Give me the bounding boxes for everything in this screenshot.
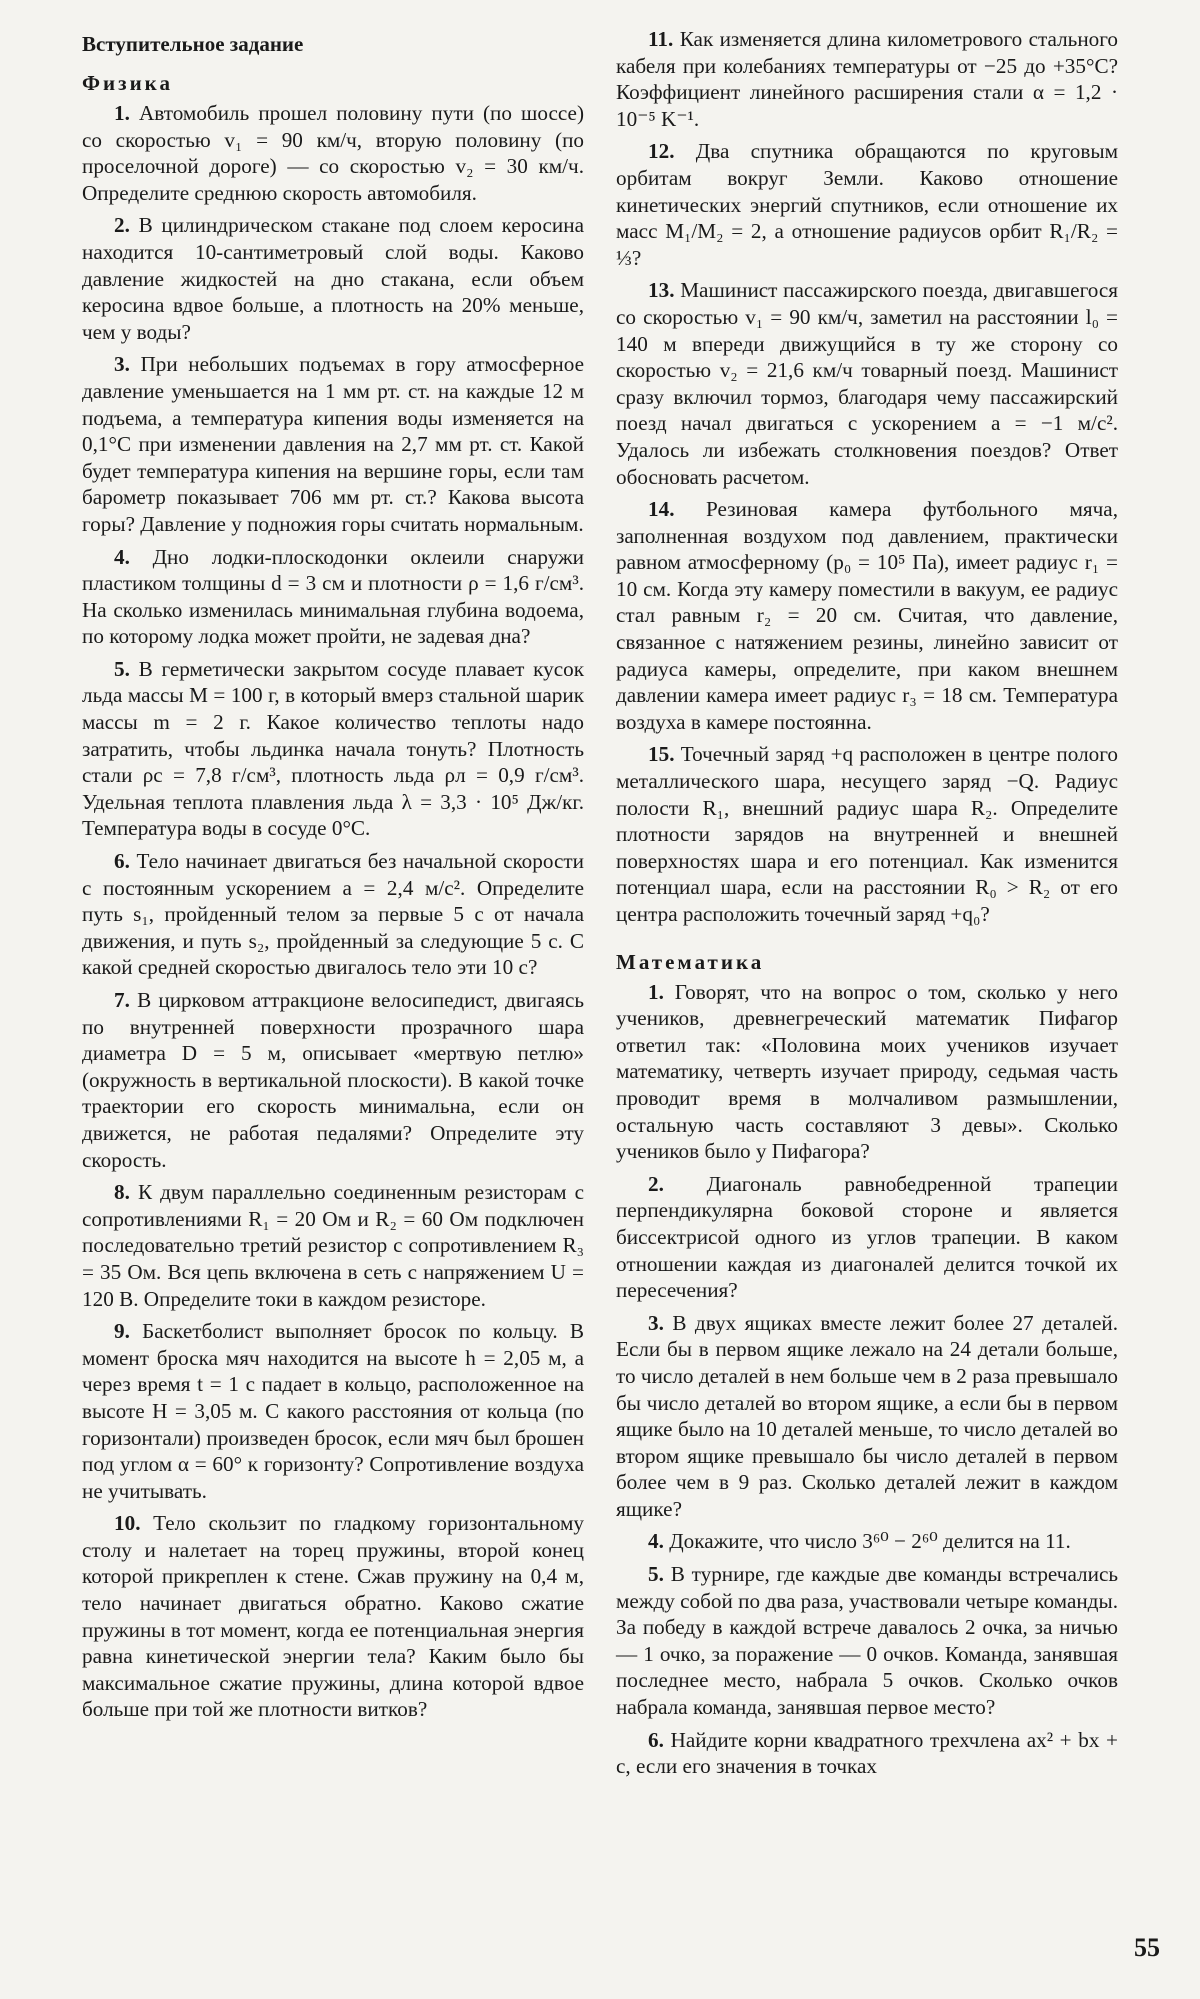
math-problem-4: 4. Докажите, что число 3⁶⁰ − 2⁶⁰ делится на 11. bbox=[648, 1529, 1071, 1554]
physics-problem-4: 4. Дно лодки-плоскодонки оклеили снаружи пластиком толщины d = 3 см и плотности ρ = 1,6 г/см³. На сколько изменилась минимальная глубина водоема, по которому лодка может пройти, не задевая дна? bbox=[82, 544, 585, 649]
section-title: Вступительное задание bbox=[82, 32, 304, 56]
physics-problem-7: 7. В цирковом аттракционе велосипедист, двигаясь по внутренней поверхности прозрачного шара диаметра D = 5 м, описывает «мертвую петлю» (окружность в вертикальной плоскости). В какой точке траектории его скорость минимальна, если он движется, не работая педалями? Определите эту скорость. bbox=[82, 988, 585, 1172]
physics-problem-14: 14. Резиновая камера футбольного мяча, заполненная воздухом под давлением, практически равном атмосферному (p₀ = 10⁵ Па), имеет радиус r₁ = 10 см. Когда эту камеру поместили в вакуум, ее радиус стал равным r₂ = 20 см. Считая, что давление, связанное с натяжением резины, линейно зависит от радиуса камеры, определите, при каком внешнем давлении камера имеет радиус r₃ = 18 см. Температура воздуха в камере постоянна. bbox=[616, 497, 1118, 734]
math-problem-1: 1. Говорят, что на вопрос о том, сколько у него учеников, древнегреческий математик Пифагор ответил так: «Половина моих учеников изучает математику, четверть изучает природу, седьмая часть проводит время в молчаливом размышлении, остальную часть составляют 3 девы». Сколько учеников было у Пифагора? bbox=[616, 979, 1118, 1164]
page-number: 55 bbox=[1134, 1933, 1160, 1962]
physics-problem-8: 8. К двум параллельно соединенным резисторам с сопротивлениями R₁ = 20 Ом и R₂ = 60 Ом подключен последовательно третий резистор с сопротивлением R₃ = 35 Ом. Вся цепь включена в сеть с напряжением U = 120 В. Определите токи в каждом резисторе. bbox=[82, 1180, 585, 1311]
physics-problem-3: 3. При небольших подъемах в гору атмосферное давление уменьшается на 1 мм рт. ст. на каждые 12 м подъема, а температура кипения воды изменяется на 0,1°C при изменении давления на 2,7 мм рт. ст. Какой будет температура кипения на вершине горы, если там барометр показывает 706 мм рт. ст.? Какова высота горы? Давление у подножия горы считать нормальным. bbox=[82, 352, 584, 536]
physics-problem-10: 10. Тело скользит по гладкому горизонтальному столу и налетает на торец пружины, второй конец которой прикреплен к стене. Сжав пружину на 0,4 м, тело начинает двигаться обратно. Каково сжатие пружины в тот момент, когда ее потенциальная энергия равна кинетической энергии тела? Каким было бы максимальное сжатие пружины, длина которой вдвое больше при той же плотности витков? bbox=[82, 1511, 585, 1722]
math-problem-2: 2. Диагональ равнобедренной трапеции перпендикулярна боковой стороне и является биссектрисой одного из углов трапеции. В каком отношении каждая из диагоналей делится точкой их пересечения? bbox=[616, 1171, 1118, 1303]
physics-problem-9: 9. Баскетболист выполняет бросок по кольцу. В момент броска мяч находится на высоте h = 2,05 м, а через время t = 1 с падает в кольцо, расположенное на высоте H = 3,05 м. С какого расстояния от кольца (по горизонтали) произведен бросок, если мяч был брошен под углом α = 60° к горизонту? Сопротивление воздуха не учитывать. bbox=[82, 1319, 585, 1503]
math-problem-6: 6. Найдите корни квадратного трехчлена ax² + bx + c, если его значения в точках bbox=[616, 1727, 1119, 1779]
physics-problem-1: 1. Автомобиль прошел половину пути (по шоссе) со скоростью v₁ = 90 км/ч, вторую половину (по проселочной дороге) — со скоростью v₂ = 30 км/ч. Определите среднюю скорость автомобиля. bbox=[82, 101, 585, 205]
physics-problem-5: 5. В герметически закрытом сосуде плавает кусок льда массы M = 100 г, в который вмерз стальной шарик массы m = 2 г. Какое количество теплоты надо затратить, чтобы льдинка начала тонуть? Плотность стали ρс = 7,8 г/см³, плотность льда ρл = 0,9 г/см³. Удельная теплота плавления льда λ = 3,3 · 10⁵ Дж/кг. Температура воды в сосуде 0°C. bbox=[82, 656, 584, 841]
physics-problem-15: 15. Точечный заряд +q расположен в центре полого металлического шара, несущего заряд −Q. Радиус полости R₁, внешний радиус шара R₂. Определите плотности зарядов на внутренней и внешней поверхностях шара и его потенциал. Как изменится потенциал шара, если на расстоянии R₀ > R₂ от его центра расположить точечный заряд +q₀? bbox=[616, 742, 1118, 926]
math-problem-5: 5. В турнире, где каждые две команды встречались между собой по два раза, участвовали четыре команды. За победу в каждой встрече давалось 2 очка, за ничью — 1 очко, за поражение — 0 очков. Команда, занявшая последнее место, набрала 5 очков. Сколько очков набрала команда, занявшая первое место? bbox=[616, 1562, 1119, 1720]
physics-problem-11: 11. Как изменяется длина километрового стального кабеля при колебаниях температуры от −25 до +35°C? Коэффициент линейного расширения стали α = 1,2 · 10⁻⁵ K⁻¹. bbox=[616, 27, 1119, 131]
math-heading: Математика bbox=[616, 949, 765, 974]
physics-heading: Физика bbox=[82, 71, 173, 95]
math-problem-3: 3. В двух ящиках вместе лежит более 27 деталей. Если бы в первом ящике лежало на 24 детали больше, то число деталей в нем больше чем в 2 раза превышало бы число деталей во втором ящике, а если бы в первом ящике было на 10 деталей меньше, то число деталей во втором ящике превышало бы число деталей в первом более чем в 9 раз. Сколько деталей лежит в каждом ящике? bbox=[616, 1310, 1118, 1521]
physics-problem-13: 13. Машинист пассажирского поезда, двигавшегося со скоростью v₁ = 90 км/ч, заметил на расстоянии l₀ = 140 м впереди движущийся в ту же сторону со скоростью v₂ = 21,6 км/ч товарный поезд. Машинист сразу включил тормоз, благодаря чему пассажирский поезд начал двигаться с ускорением a = −1 м/с². Удалось ли избежать столкновения поездов? Ответ обосновать расчетом. bbox=[616, 278, 1119, 489]
physics-problem-12: 12. Два спутника обращаются по круговым орбитам вокруг Земли. Каково отношение кинетических энергий спутников, если отношение их масс M₁/M₂ = 2, а отношение радиусов орбит R₁/R₂ = ⅓? bbox=[616, 139, 1119, 270]
right-column bbox=[616, 26, 1118, 1786]
physics-problem-2: 2. В цилиндрическом стакане под слоем керосина находится 10-сантиметровый слой воды. Каково давление жидкостей на дно стакана, если объем керосина вдвое больше, а плотность на 20% меньше, чем у воды? bbox=[82, 213, 585, 344]
physics-problem-6: 6. Тело начинает двигаться без начальной скорости с постоянным ускорением a = 2,4 м/с². Определите путь s₁, пройденный телом за первые 5 с от начала движения, и путь s₂, пройденный за следующие 5 с. С какой средней скоростью двигалось тело эти 10 с? bbox=[82, 849, 584, 980]
left-column bbox=[82, 26, 584, 1729]
